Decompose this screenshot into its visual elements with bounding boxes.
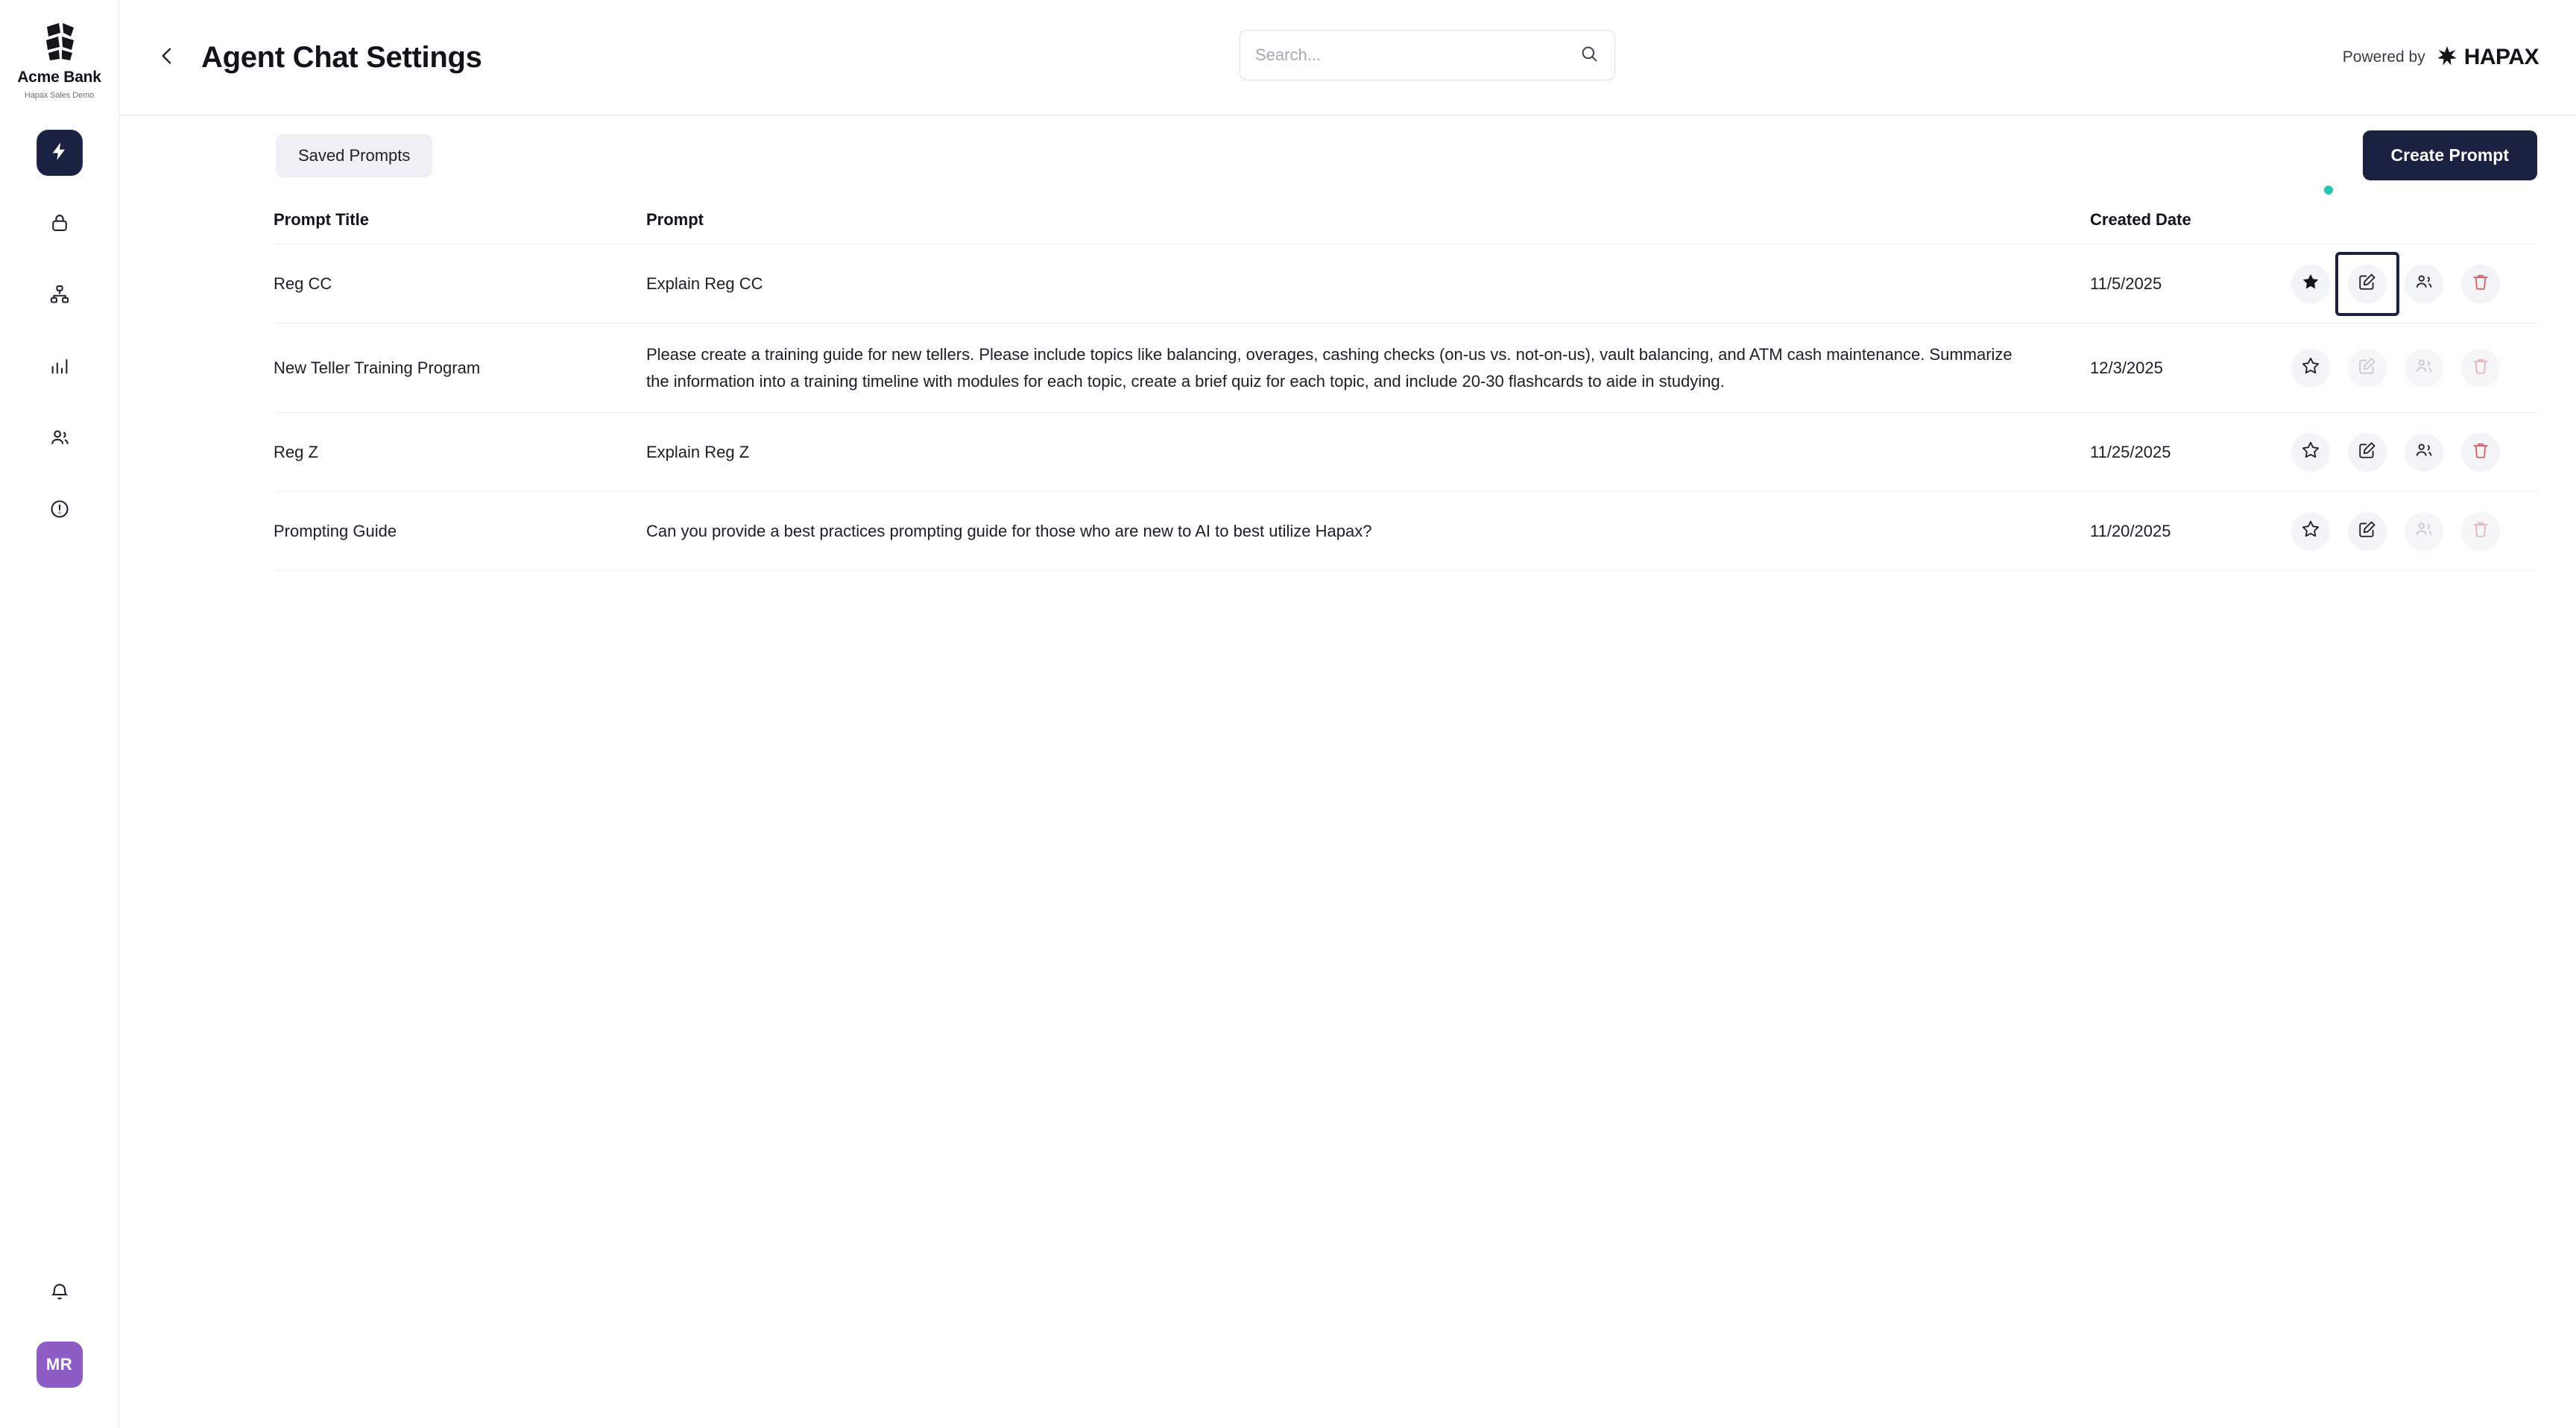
cell-actions	[2291, 512, 2537, 551]
lightning-bolt-icon	[49, 141, 70, 165]
share-users-icon	[2414, 356, 2434, 380]
search-box[interactable]	[1240, 30, 1615, 80]
delete-button[interactable]	[2461, 349, 2500, 388]
search-container	[1240, 30, 1615, 80]
share-button[interactable]	[2405, 265, 2443, 303]
tab-saved-prompts[interactable]: Saved Prompts	[276, 134, 432, 177]
prompts-table	[119, 195, 2576, 571]
table-row	[274, 492, 2537, 571]
table-row	[274, 413, 2537, 492]
cell-actions	[2291, 349, 2537, 388]
edit-button[interactable]	[2348, 265, 2387, 303]
cell-actions	[2291, 433, 2537, 472]
bell-icon	[49, 1281, 70, 1306]
star-icon	[2301, 356, 2320, 380]
cell-created-date: 11/5/2025	[2090, 274, 2162, 293]
sidebar	[0, 0, 119, 1428]
acme-bank-logo-icon	[37, 18, 83, 64]
cell-prompt: Can you provide a best practices prompting guide for those who are new to AI to best utilize Hapax?	[646, 521, 1372, 540]
create-prompt-button[interactable]: Create Prompt	[2363, 130, 2537, 180]
hapax-star-icon	[2436, 45, 2458, 71]
org-chart-icon	[49, 284, 70, 309]
cell-created-date: 11/20/2025	[2090, 521, 2171, 540]
alert-circle-icon	[49, 499, 70, 523]
column-header-prompt: Prompt	[646, 209, 704, 229]
share-users-icon	[2414, 519, 2434, 543]
star-button[interactable]	[2291, 265, 2330, 303]
table-row	[274, 244, 2537, 323]
edit-square-icon	[2358, 519, 2377, 543]
cell-prompt: Please create a training guide for new tellers. Please include topics like balancing, overages, cashing checks (on-us vs. not-on-us), vault balancing, and ATM cash maintenance. Summarize the information into a training timeline with modules for each topic, create a brief quiz for each topic, and include 20-30 flashcards to aide in studying.	[646, 345, 2012, 391]
cell-prompt: Explain Reg Z	[646, 442, 750, 461]
powered-by	[2343, 45, 2539, 71]
chevron-left-icon	[155, 44, 179, 72]
sidebar-item-security[interactable]	[37, 201, 83, 247]
top-bar	[119, 0, 2576, 116]
share-users-icon	[2414, 440, 2434, 464]
powered-by-label: Powered by	[2342, 48, 2425, 66]
cell-actions	[2291, 265, 2537, 303]
lock-icon	[49, 212, 70, 237]
table-header	[274, 195, 2537, 244]
star-icon	[2301, 272, 2320, 296]
cell-prompt-title: Reg Z	[274, 442, 318, 461]
main-area	[119, 0, 2576, 1428]
page-title: Agent Chat Settings	[201, 40, 482, 74]
edit-square-icon	[2358, 440, 2377, 464]
sidebar-item-notifications[interactable]	[37, 1270, 83, 1316]
search-input[interactable]	[1255, 45, 1579, 65]
share-button[interactable]	[2405, 349, 2443, 388]
trash-icon	[2471, 356, 2490, 380]
sidebar-item-users[interactable]	[37, 416, 83, 462]
edit-square-icon	[2358, 272, 2377, 296]
cell-prompt-title: Prompting Guide	[274, 521, 397, 540]
sidebar-item-workflows[interactable]	[37, 273, 83, 319]
bar-chart-icon	[49, 356, 70, 380]
brand	[17, 18, 101, 100]
cell-created-date: 11/25/2025	[2090, 442, 2171, 461]
table-row	[274, 323, 2537, 413]
star-button[interactable]	[2291, 433, 2330, 472]
share-users-icon	[2414, 272, 2434, 296]
cell-prompt: Explain Reg CC	[646, 274, 763, 293]
column-header-prompt-title: Prompt Title	[274, 209, 369, 229]
edit-button[interactable]	[2348, 433, 2387, 472]
cell-created-date: 12/3/2025	[2090, 358, 2163, 377]
edit-button[interactable]	[2348, 349, 2387, 388]
hapax-logo	[2436, 45, 2539, 71]
content-area	[119, 116, 2576, 1428]
toolbar	[119, 116, 2576, 195]
delete-button[interactable]	[2461, 512, 2500, 551]
delete-button[interactable]	[2461, 265, 2500, 303]
hapax-wordmark: HAPAX	[2463, 45, 2539, 69]
sidebar-nav	[37, 130, 83, 534]
content-empty-space	[119, 571, 2576, 1428]
brand-name: Acme Bank	[17, 69, 101, 86]
trash-icon	[2471, 272, 2490, 296]
trash-icon	[2471, 519, 2490, 543]
star-icon	[2301, 519, 2320, 543]
sidebar-item-analytics[interactable]	[37, 344, 83, 391]
star-icon	[2301, 440, 2320, 464]
star-button[interactable]	[2291, 349, 2330, 388]
share-button[interactable]	[2405, 433, 2443, 472]
trash-icon	[2471, 440, 2490, 464]
delete-button[interactable]	[2461, 433, 2500, 472]
edit-button[interactable]	[2348, 512, 2387, 551]
avatar[interactable]: MR	[37, 1342, 83, 1388]
star-button[interactable]	[2291, 512, 2330, 551]
cell-prompt-title: Reg CC	[274, 274, 332, 293]
share-button[interactable]	[2405, 512, 2443, 551]
users-icon	[49, 427, 70, 452]
edit-square-icon	[2358, 356, 2377, 380]
cell-prompt-title: New Teller Training Program	[274, 358, 481, 377]
sidebar-bottom	[37, 1270, 83, 1388]
sidebar-item-alerts[interactable]	[37, 487, 83, 534]
brand-subtitle: Hapax Sales Demo	[24, 91, 95, 100]
column-header-created-date: Created Date	[2090, 209, 2191, 229]
sidebar-item-chat[interactable]	[37, 130, 83, 176]
back-button[interactable]	[149, 40, 185, 75]
search-icon[interactable]	[1579, 43, 1600, 68]
